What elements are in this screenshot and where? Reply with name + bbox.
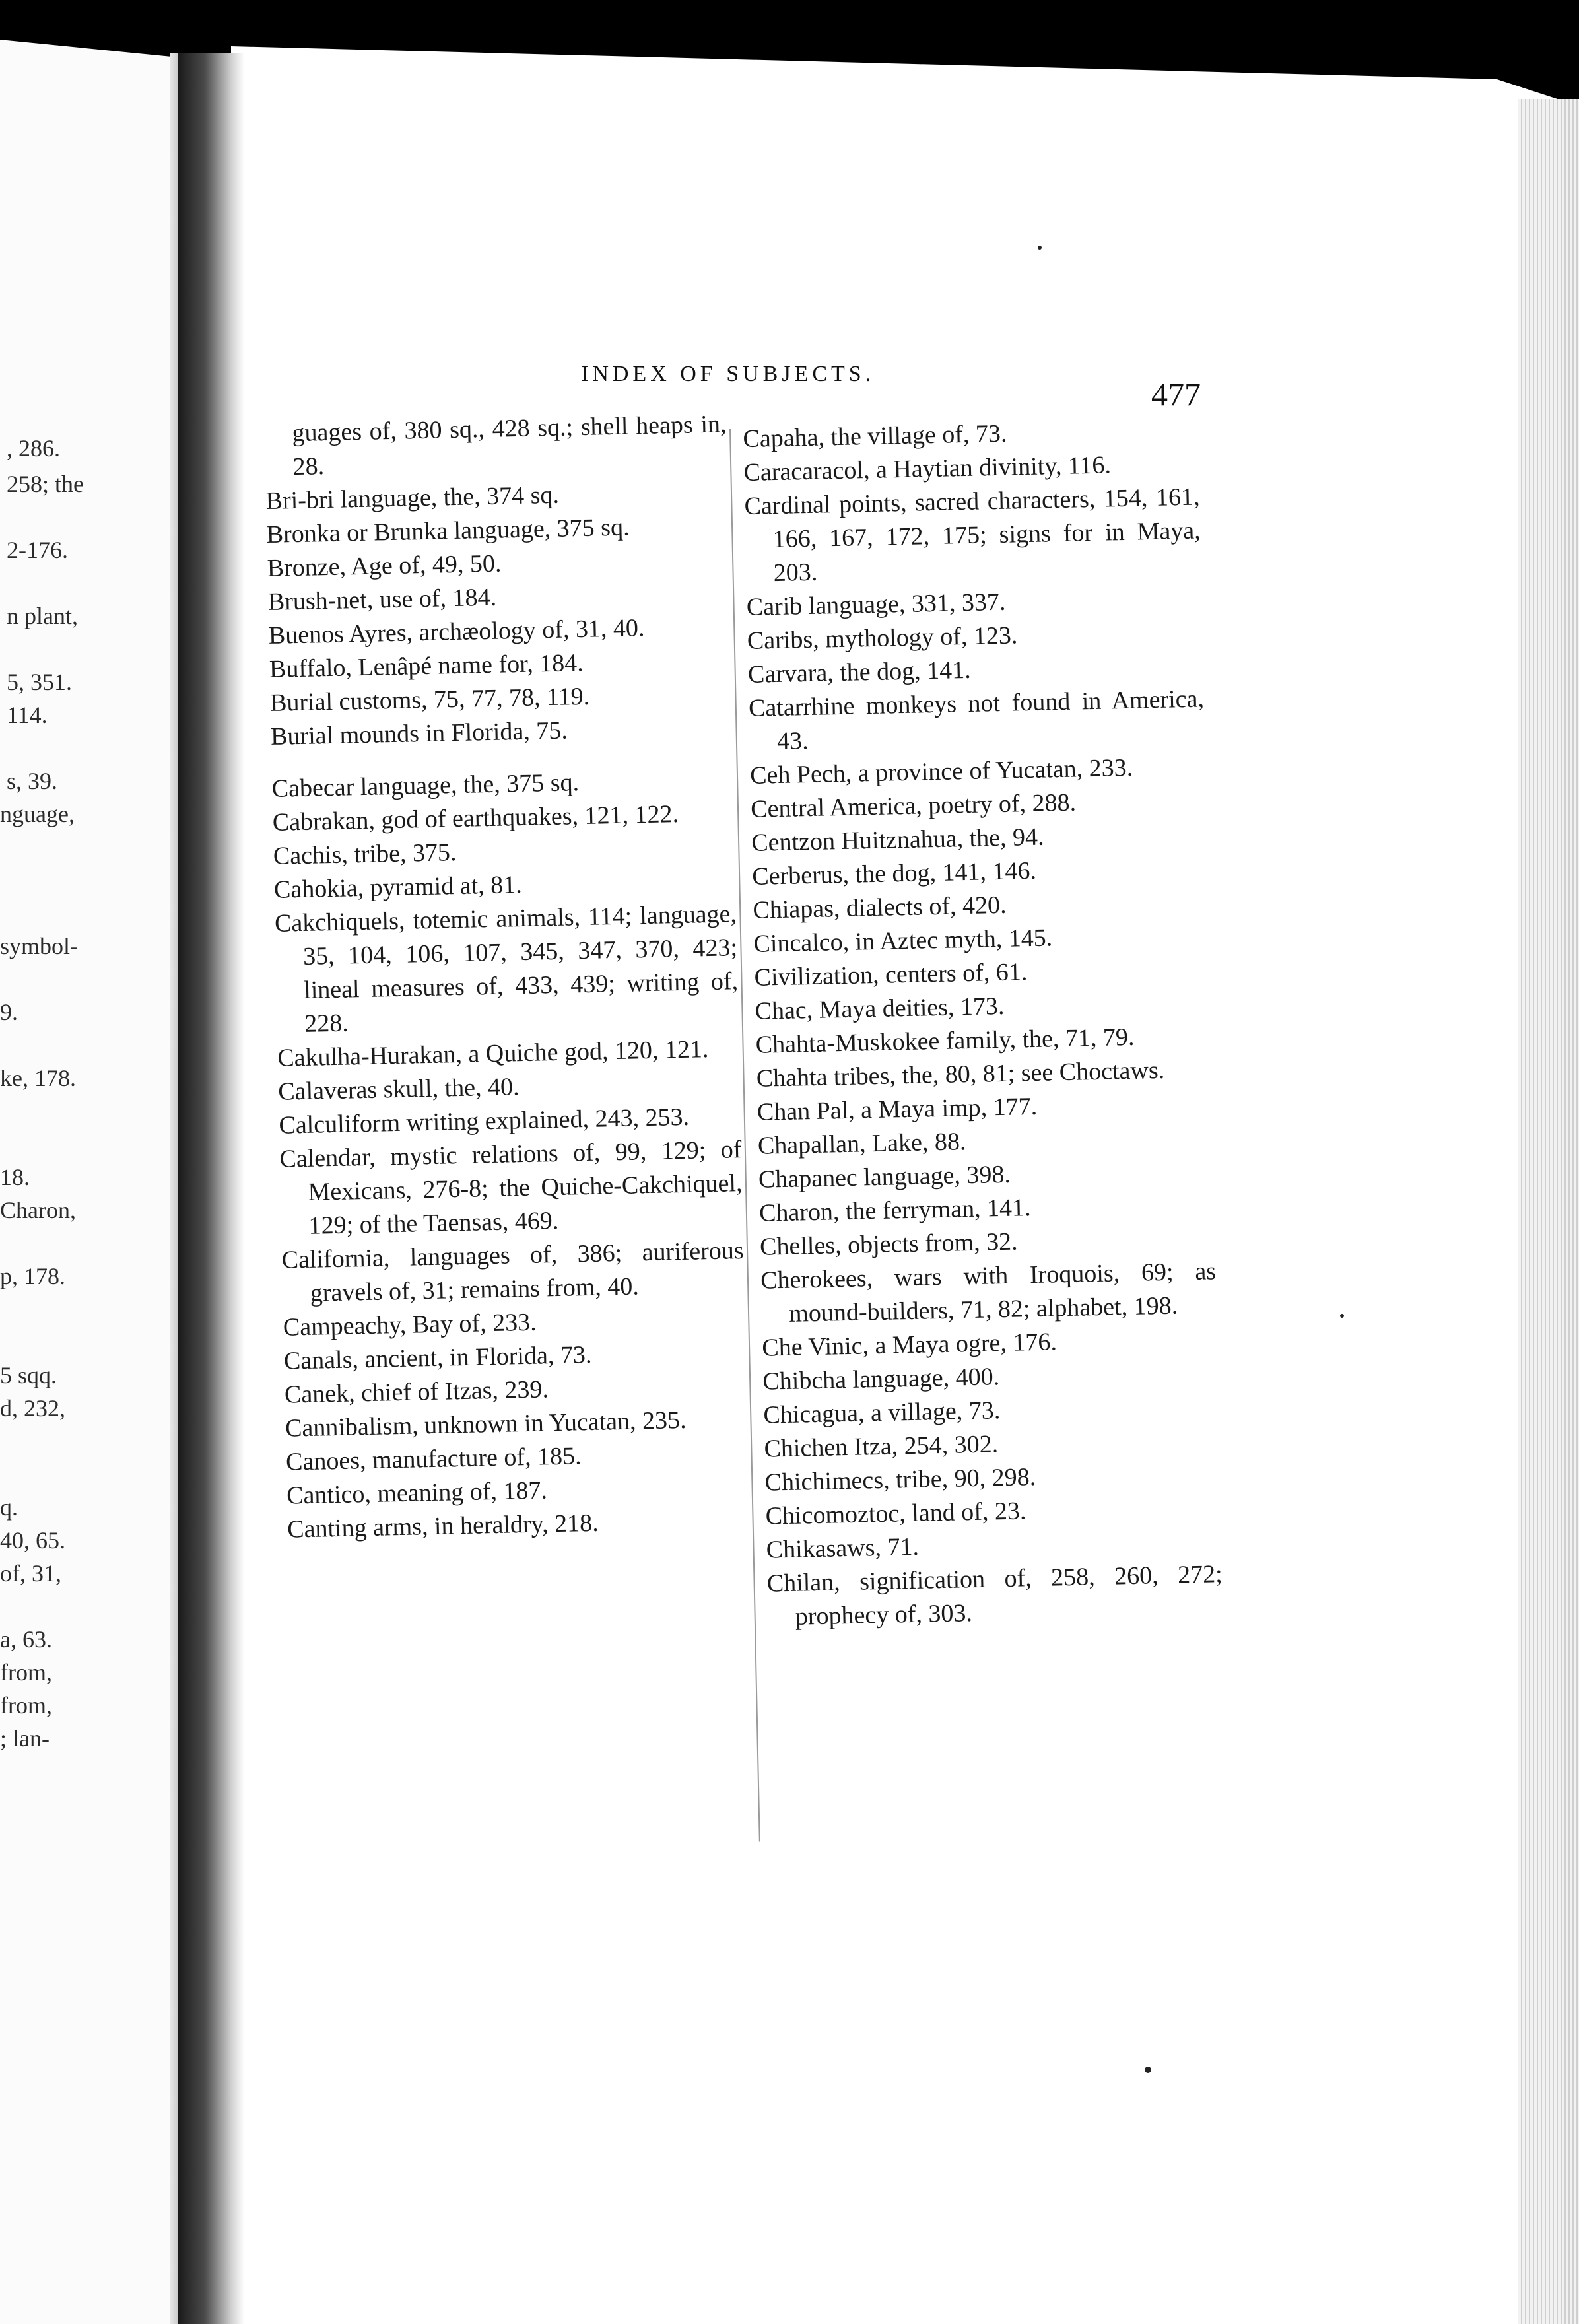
index-entry: Cakchiquels, totemic animals, 114; language, 35, 104, 106, 107, 345, 347, 370, 423; lineal measures of, 433, 439; writing of, 228. xyxy=(274,900,739,1038)
previous-page-fragment: d, 232, xyxy=(0,1395,65,1421)
index-entry: Calendar, mystic relations of, 99, 129; of Mexicans, 276-8; the Quiche-Cakchiquel, 129; of the Taensas, 469. xyxy=(279,1136,743,1240)
index-entry: Cardinal points, sacred characters, 154, 161, 166, 167, 172, 175; signs for in Maya, 203. xyxy=(744,483,1201,588)
previous-page-fragment: p, 178. xyxy=(0,1263,65,1289)
index-entry: Calculiform writing explained, 243, 253. xyxy=(279,1103,690,1140)
speck xyxy=(1145,2067,1151,2073)
page-number: 477 xyxy=(1151,376,1201,413)
index-entry: Chapallan, Lake, 88. xyxy=(757,1128,966,1160)
previous-page-fragment: from, xyxy=(0,1659,52,1686)
previous-page-fragment: Charon, xyxy=(0,1197,76,1223)
index-entry: Canoes, manufacture of, 185. xyxy=(285,1442,582,1476)
previous-page-fragment: 40, 65. xyxy=(0,1527,65,1554)
index-entry: Canting arms, in heraldry, 218. xyxy=(286,1509,599,1544)
index-entry: Caracaracol, a Haytian divinity, 116. xyxy=(743,451,1112,487)
previous-page-fragment: 5, 351. xyxy=(7,669,72,695)
index-entry: Cannibalism, unknown in Yucatan, 235. xyxy=(285,1406,687,1443)
previous-page-fragment: from, xyxy=(0,1692,52,1719)
page-edges xyxy=(1518,99,1579,2324)
index-entry: Buffalo, Lenâpé name for, 184. xyxy=(269,648,584,683)
index-entry: Cabrakan, god of earthquakes, 121, 122. xyxy=(272,800,679,837)
index-entry: Cakulha-Hurakan, a Quiche god, 120, 121. xyxy=(277,1035,709,1072)
index-entry: Charon, the ferryman, 141. xyxy=(758,1194,1031,1227)
index-entry: Burial mounds in Florida, 75. xyxy=(270,716,568,751)
speck xyxy=(1038,246,1042,250)
index-entry: Bronka or Brunka language, 375 sq. xyxy=(266,513,630,549)
previous-page-fragment: a, 63. xyxy=(0,1626,52,1653)
index-column-left xyxy=(264,407,750,1546)
previous-page-fragment: q. xyxy=(0,1494,18,1521)
index-entry: Chilan, signification of, 258, 260, 272; prophecy of, 303. xyxy=(766,1560,1223,1631)
previous-page-fragment: symbol- xyxy=(0,933,79,959)
index-entry: Chan Pal, a Maya imp, 177. xyxy=(756,1092,1038,1126)
index-entry: California, languages of, 386; auriferous gravels of, 31; remains from, 40. xyxy=(281,1237,745,1307)
index-entry: Capaha, the village of, 73. xyxy=(743,419,1007,453)
index-entry: Cabecar language, the, 375 sq. xyxy=(271,769,580,803)
previous-page-fragment: 9. xyxy=(0,999,18,1025)
index-entry: Carvara, the dog, 141. xyxy=(747,656,972,689)
previous-page-fragment: s, 39. xyxy=(7,768,58,794)
index-entry: Cantico, meaning of, 187. xyxy=(286,1476,548,1510)
previous-page-fragment: 5 sqq. xyxy=(0,1362,57,1388)
index-entry: Cachis, tribe, 375. xyxy=(273,838,457,870)
previous-page-fragment: ; lan- xyxy=(0,1725,50,1752)
index-entry: Civilization, centers of, 61. xyxy=(754,958,1028,992)
speck xyxy=(1340,1314,1344,1318)
previous-page-fragment: 18. xyxy=(0,1164,30,1190)
index-entry: Cerberus, the dog, 141, 146. xyxy=(751,856,1037,891)
index-entry: Chicagua, a village, 73. xyxy=(763,1396,1001,1429)
index-entry: Calaveras skull, the, 40. xyxy=(277,1073,520,1106)
index-entry: Cahokia, pyramid at, 81. xyxy=(273,870,523,904)
index-entry: Caribs, mythology of, 123. xyxy=(747,621,1018,655)
previous-page-fragment: 258; the xyxy=(7,471,84,497)
previous-page-fragment: ke, 178. xyxy=(0,1065,76,1091)
index-entry: Chikasaws, 71. xyxy=(766,1532,920,1564)
book-gutter xyxy=(178,53,244,2324)
index-column-right xyxy=(743,413,1223,1635)
previous-page-fragment: nguage, xyxy=(0,801,75,827)
index-entry: Brush-net, use of, 184. xyxy=(267,583,497,616)
index-entry: Cincalco, in Aztec myth, 145. xyxy=(753,924,1053,958)
index-entry: Cherokees, wars with Iroquois, 69; as mound-builders, 71, 82; alphabet, 198. xyxy=(760,1257,1217,1328)
index-entry: Central America, poetry of, 288. xyxy=(750,788,1077,823)
index-entry: Centzon Huitznahua, the, 94. xyxy=(751,823,1044,857)
index-entry: Chibcha language, 400. xyxy=(762,1363,1000,1396)
previous-page-fragment: 2-176. xyxy=(7,537,68,563)
index-entry: Bronze, Age of, 49, 50. xyxy=(267,549,502,582)
index-entry: Bri-bri language, the, 374 sq. xyxy=(265,481,560,515)
index-entry: Chichimecs, tribe, 90, 298. xyxy=(764,1463,1036,1497)
index-entry: Che Vinic, a Maya ogre, 176. xyxy=(761,1328,1058,1362)
previous-page-fragment: of, 31, xyxy=(0,1560,61,1587)
previous-page xyxy=(0,40,198,2324)
index-entry: Chahta tribes, the, 80, 81; see Choctaws. xyxy=(756,1056,1165,1093)
index-entry: Canals, ancient, in Florida, 73. xyxy=(283,1340,592,1375)
index-entry: Chac, Maya deities, 173. xyxy=(755,992,1005,1025)
index-entry: Canek, chief of Itzas, 239. xyxy=(284,1375,549,1409)
previous-page-fragment: n plant, xyxy=(7,603,78,629)
index-entry: Buenos Ayres, archæology of, 31, 40. xyxy=(268,614,645,650)
index-entry: Campeachy, Bay of, 233. xyxy=(283,1308,537,1342)
previous-page-fragment: 114. xyxy=(7,702,48,728)
index-entry: Ceh Pech, a province of Yucatan, 233. xyxy=(749,753,1133,790)
index-entry: Burial customs, 75, 77, 78, 119. xyxy=(269,682,590,717)
index-entry: Chiapas, dialects of, 420. xyxy=(753,891,1007,924)
running-title: INDEX OF SUBJECTS. xyxy=(581,362,875,386)
index-entry: guages of, 380 sq., 428 sq.; shell heaps in, 28. xyxy=(292,410,727,481)
index-entry: Catarrhine monkeys not found in America, 43. xyxy=(748,685,1205,756)
index-entry: Chahta-Muskokee family, the, 71, 79. xyxy=(755,1023,1135,1059)
index-entry: Chapanec language, 398. xyxy=(758,1160,1011,1194)
index-entry: Chelles, objects from, 32. xyxy=(759,1227,1018,1261)
index-entry: Chicomoztoc, land of, 23. xyxy=(765,1497,1026,1530)
previous-page-fragment: , 286. xyxy=(7,435,60,461)
index-entry: Chichen Itza, 254, 302. xyxy=(764,1430,999,1463)
index-entry: Carib language, 331, 337. xyxy=(746,588,1006,621)
